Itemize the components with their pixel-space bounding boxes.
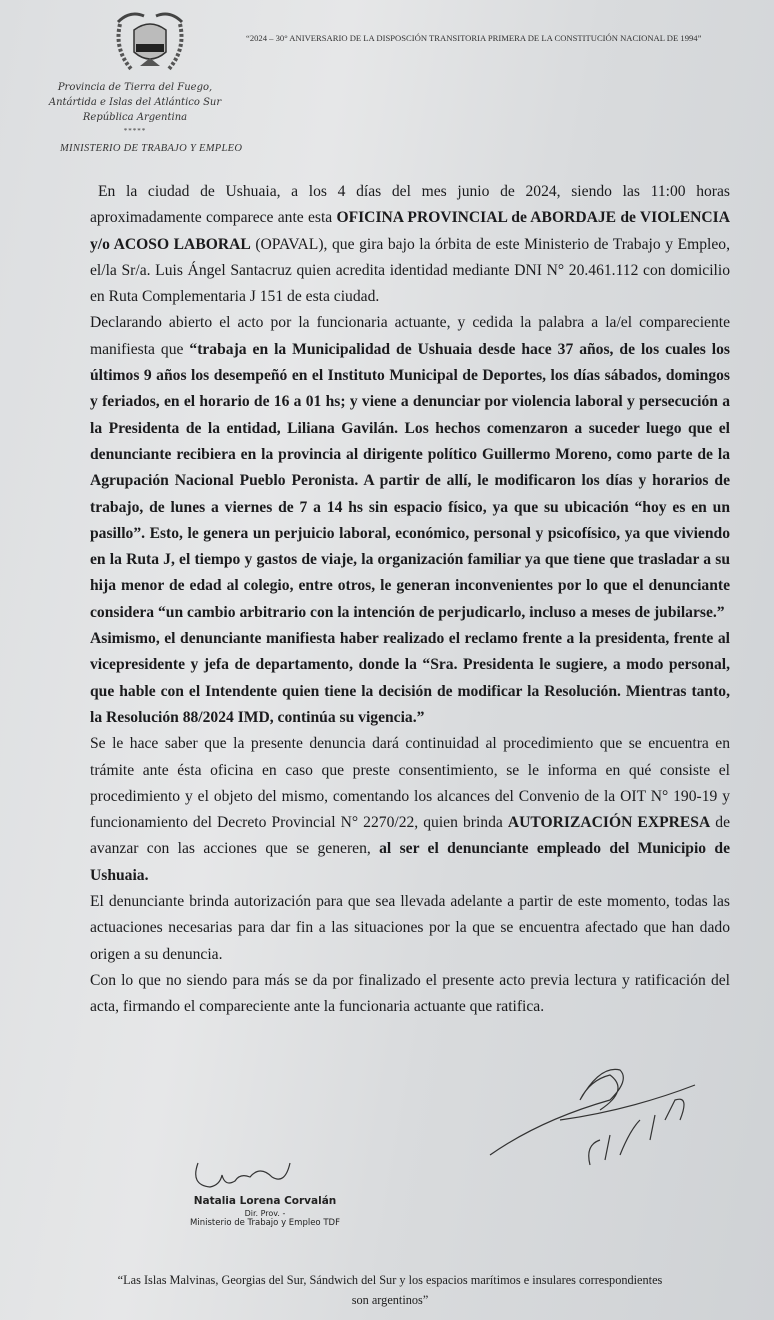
official-role: Dir. Prov. - xyxy=(244,1209,286,1218)
footer-line-1: “Las Islas Malvinas, Georgias del Sur, Sándwich del Sur y los espacios marítimos e insulares correspondientes xyxy=(117,1273,663,1287)
official-signature xyxy=(190,1155,300,1195)
bold-text: Asimismo, el denunciante manifiesta haber realizado el reclamo frente a la presidenta, frente al vicepresidente y jefa de departamento, donde la “Sra. Presidenta le sugiere, a modo personal, que hable con el Intendente quien tiene la decisión de modificar la Resolución. Mientras tanto, la Resolución 88/2024 IMD, continúa su vigencia.” xyxy=(90,630,730,726)
bold-text: “trabaja en la Municipalidad de Ushuaia desde hace 37 años, de los cuales los últimos 9 años los desempeñó en el Instituto Municipal de Deportes, los días sábados, domingos y feriados, en el horario de 16 a 01 hs; y viene a denunciar por violencia laboral y persecución a la Presidenta de la entidad, Liliana Gavilán. Los hechos comenzaron a suceder luego que el denunciante recibiera en la provincia al dirigente político Guillermo Moreno, como parte de la Agrupación Nacional Pueblo Peronista. A partir de allí, le modificaron los días y horarios de trabajo, de lunes a viernes de 7 a 14 hs sin espacio físico, ya que su ubicación “hoy es en un pasillo”. Esto, le genera un perjuicio laboral, económico, personal y psicofísico, ya que viviendo en la Ruta J, el tiempo y gastos de viaje, la organización familiar ya que tiene que trasladar a su hija menor de edad al colegio, entre otros, le generan inconvenientes por lo que el denunciante considera “un cambio arbitrario con la intención de perjudicarlo, incluso a meses de jubilarse.” xyxy=(90,340,730,621)
coat-of-arms-icon xyxy=(110,10,190,80)
document-body xyxy=(90,179,730,1021)
paragraph xyxy=(90,889,730,968)
stars-divider: ***** xyxy=(123,127,147,135)
province-line: República Argentina xyxy=(82,112,188,123)
official-name: Natalia Lorena Corvalán xyxy=(193,1195,337,1207)
text: Se le hace saber que la presente denuncia dará continuidad al procedimiento que se encuentra en trámite ante ésta oficina en caso que preste consentimiento, se le informa en qué consiste el procedimiento y el objeto del mismo, comentando los alcances del Convenio de la OIT N° 190-19 y funcionamiento del Decreto Provincial N° 2270/22, quien brinda xyxy=(90,735,730,832)
official-signature-block xyxy=(190,1195,340,1228)
paragraph xyxy=(90,310,730,626)
province-name xyxy=(40,80,230,125)
text: Con lo que no siendo para más se da por finalizado el presente acto previa lectura y ratificación del acta, firmando el compareciente ante la funcionaria actuante que ratifica. xyxy=(90,971,730,1016)
province-line: Provincia de Tierra del Fuego, xyxy=(57,82,213,93)
text: de avanzar con las acciones que se generen, xyxy=(90,814,731,858)
year-motto: “2024 – 30° ANIVERSARIO DE LA DISPOSCIÓN TRANSITORIA PRIMERA DE LA CONSTITUCIÓN NACIONAL DE 1994” xyxy=(246,33,702,43)
paragraph xyxy=(90,626,730,731)
paragraph xyxy=(90,731,730,889)
text: Declarando abierto el acto por la funcionaria actuante, y cedida la palabra a la/el compareciente manifiesta que xyxy=(90,314,730,358)
paragraph xyxy=(90,968,730,1021)
footer-line-2: son argentinos” xyxy=(351,1293,429,1307)
paragraph xyxy=(90,179,730,310)
text: En la ciudad de Ushuaia, a los 4 días del mes junio de 2024, siendo las 11:00 horas aproximadamente comparece ante esta xyxy=(90,183,730,227)
footer-motto xyxy=(60,1270,720,1310)
bold-text: AUTORIZACIÓN EXPRESA xyxy=(507,814,711,832)
official-ministry: Ministerio de Trabajo y Empleo TDF xyxy=(190,1218,340,1228)
text: (OPAVAL), que gira bajo la órbita de este Ministerio de Trabajo y Empleo, el/la Sr/a. Luis Ángel Santacruz quien acredita identidad mediante DNI N° 20.461.112 con domicilio en Ruta Complementaria J 151 de esta ciudad. xyxy=(90,235,730,306)
ministry-name: MINISTERIO DE TRABAJO Y EMPLEO xyxy=(60,143,243,154)
complainant-signature xyxy=(480,1060,720,1170)
text: El denunciante brinda autorización para que sea llevada adelante a partir de este momento, todas las actuaciones necesarias para dar fin a las situaciones por la que se encuentra afectado que han dado origen a su denuncia. xyxy=(90,893,730,963)
bold-text: al ser el denunciante empleado del Municipio de Ushuaia. xyxy=(90,840,731,884)
bold-text: OFICINA PROVINCIAL de ABORDAJE de VIOLENCIA y/o ACOSO LABORAL xyxy=(90,209,730,253)
province-line: Antártida e Islas del Atlántico Sur xyxy=(48,97,222,108)
